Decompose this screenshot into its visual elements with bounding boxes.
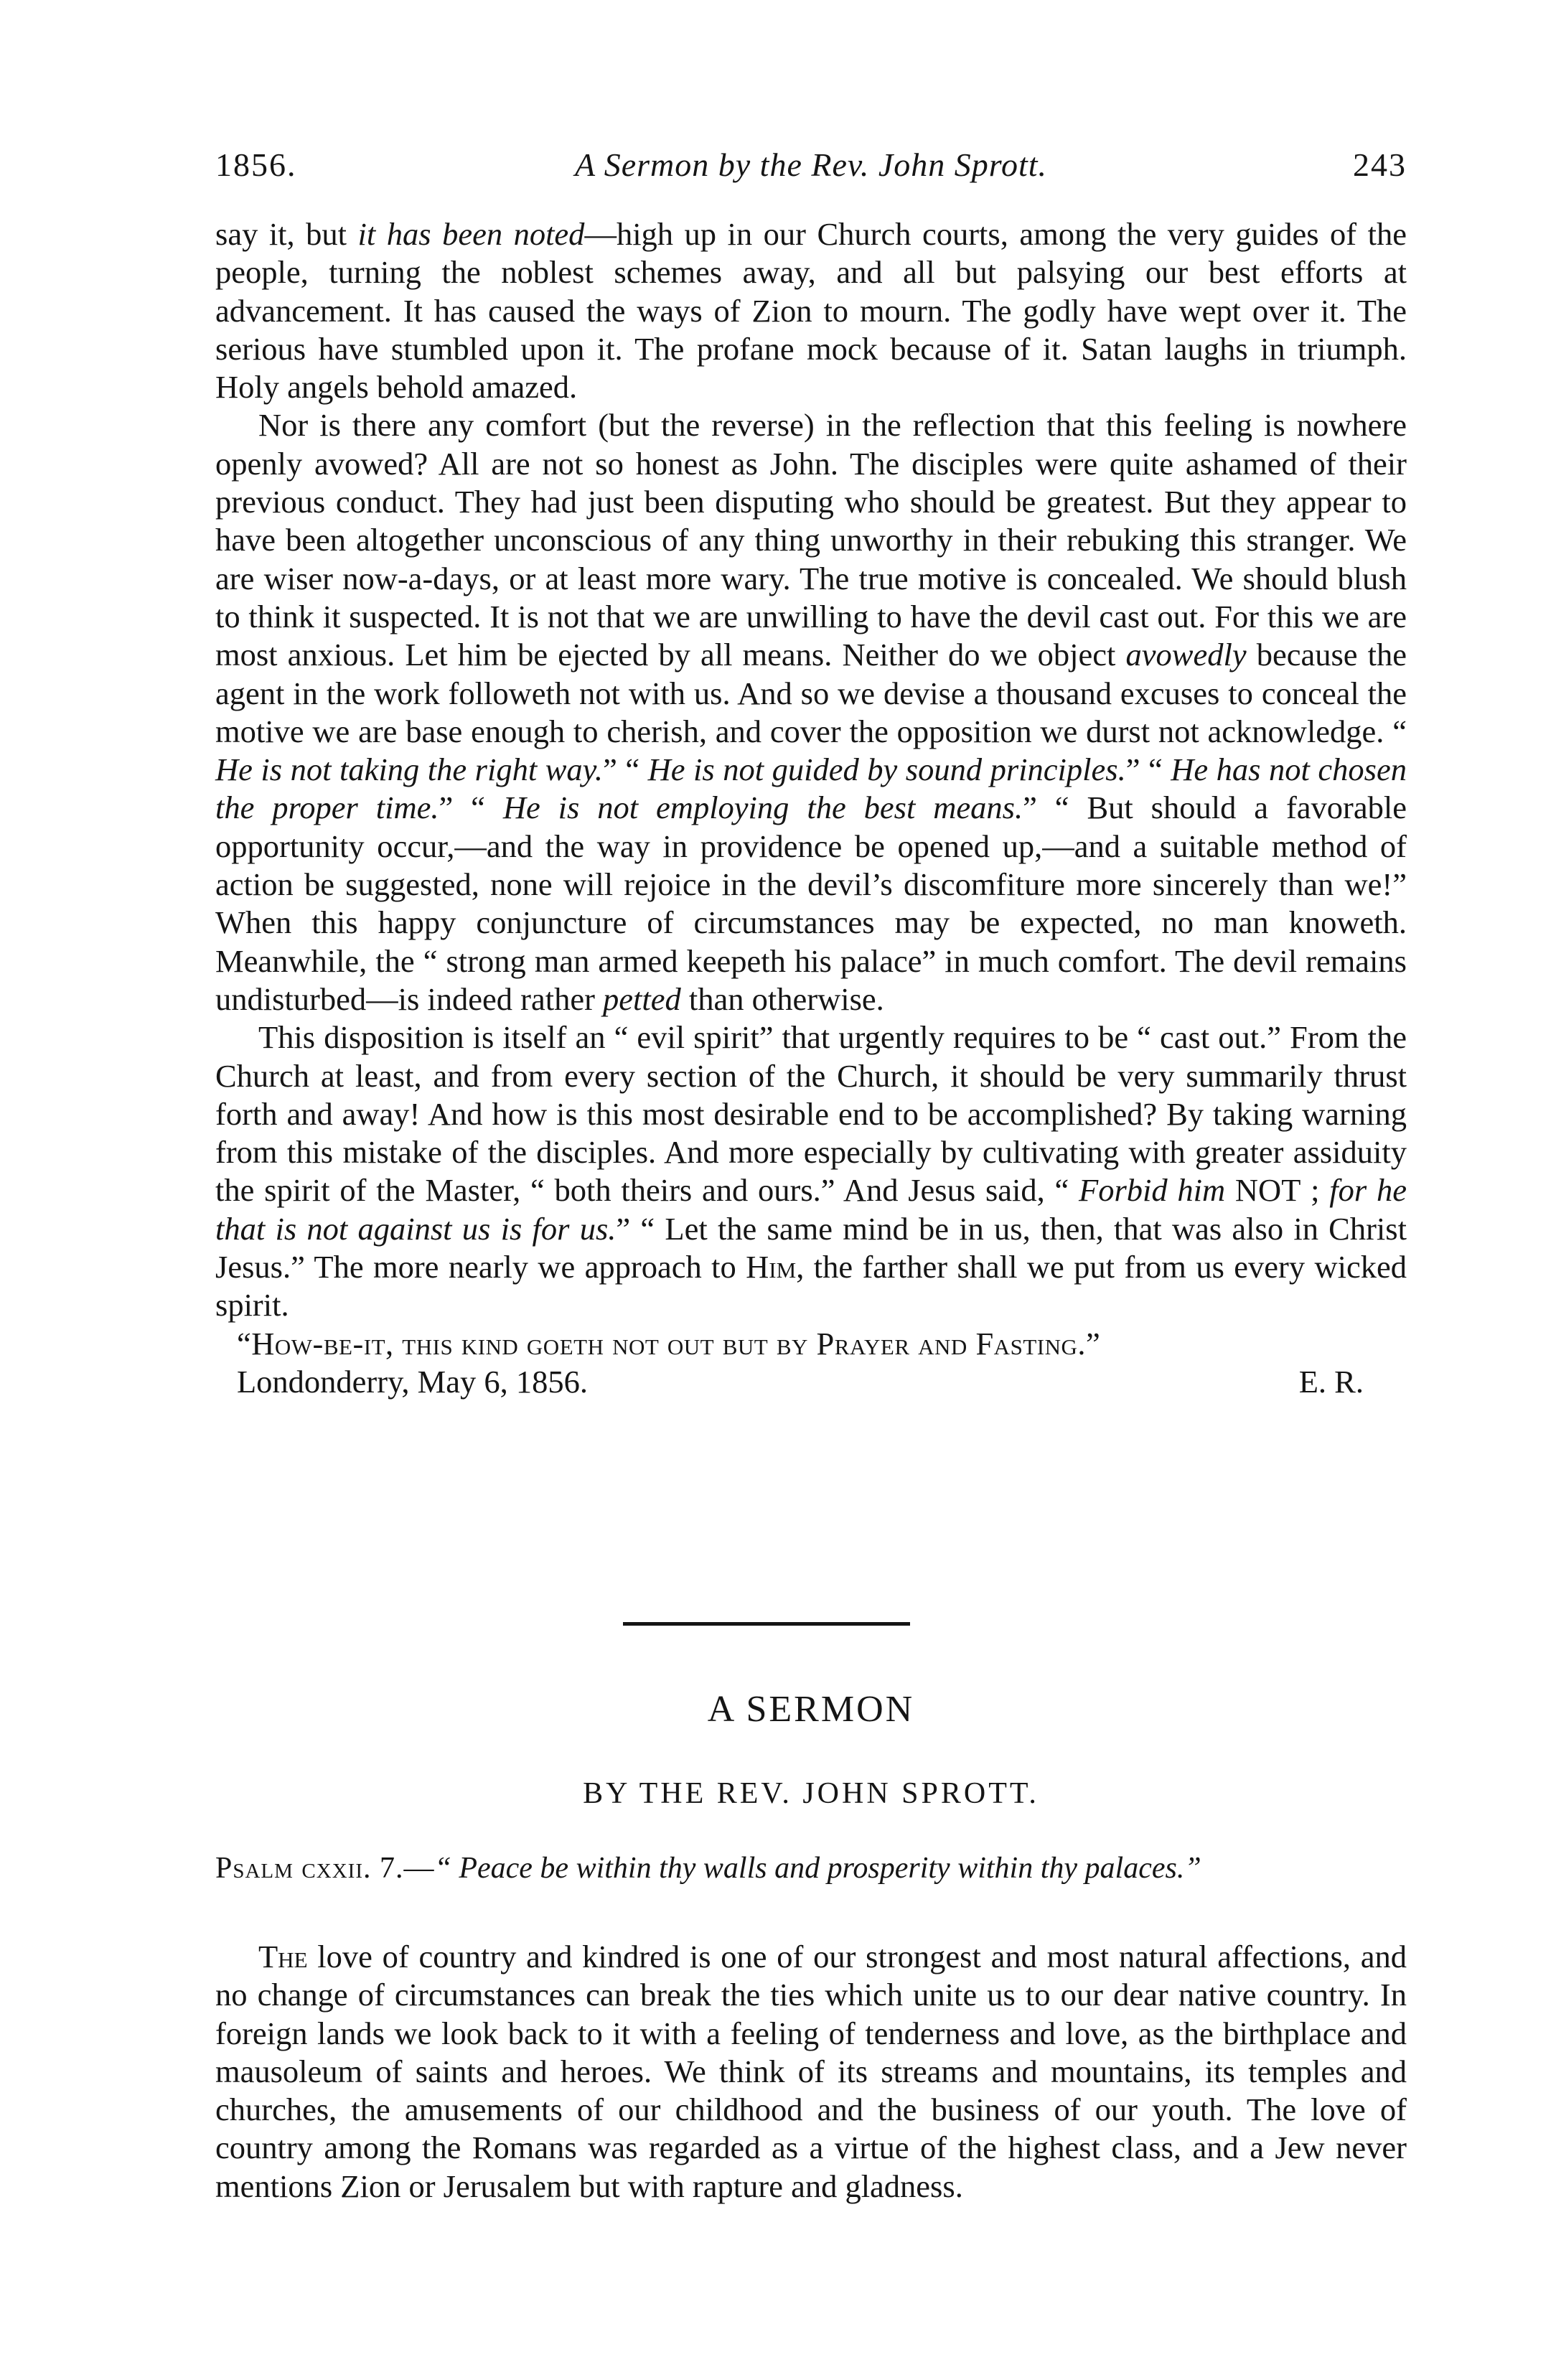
scripture-text [215,1847,1407,1889]
sermon-byline: BY THE REV. JOHN SPROTT. [583,1777,1039,1810]
paragraph-1: say it, but it has been noted—high up in our Church courts, among the very guides of the people, turning the noblest schemes away, and all but palsying our best efforts at advancement. It has caused the ways of Zion to mourn. The godly have wept over it. The serious have stumbled upon it. The profane mock because of it. Satan laughs in triumph. Holy angels behold amazed. [215,216,1407,406]
scripture-verse: “ Peace be within thy walls and prosperity within thy palaces.” [434,1852,1201,1885]
paragraph-3: This disposition is itself an “ evil spirit” that urgently requires to be “ cast out.” From the Church at least, and from every section of the Church, it should be very summarily thrust forth and away! And how is this most desirable end to be accomplished? By taking warning from this mistake of the disciples. And more especially by cultivating with greater assiduity the spirit of the Master, “ both theirs and ours.” And Jesus said, “ Forbid him NOT ; for he that is not against us is for us.” “ Let the same mind be in us, then, that was also in Christ Jesus.” The more nearly we approach to Him, the farther shall we put from us every wicked spirit. [215,1019,1407,1323]
scripture-reference: Psalm cxxii. 7.— [215,1852,435,1885]
header-year: 1856. [215,146,297,183]
section-divider [623,1622,910,1626]
sermon-paragraph-1: The love of country and kindred is one of our strongest and most natural affections, and no change of circumstances can break the ties which unite us to our dear native country. In foreign lands we look back to it with a feeling of tenderness and love, as the birthplace and mausoleum of saints and heroes. We think of its streams and mountains, its temples and churches, the amusements of our childhood and the business of our youth. The love of country among the Romans was regarded as a virtue of the highest class, and a Jew never mentions Zion or Jerusalem but with rapture and gladness. [215,1939,1407,2204]
sermon-body [215,1938,1407,2206]
header-title: A Sermon by the Rev. John Sprott. [574,146,1048,183]
author-initials: E. R. [1298,1363,1364,1400]
place-date: Londonderry, May 6, 1856. [237,1363,589,1400]
closing-quote: “How-be-it, this kind goeth not out but by Prayer and Fasting.” [237,1325,1101,1362]
running-head [215,142,1407,188]
paragraph-2: Nor is there any comfort (but the reverse) in the reflection that this feeling is nowhere openly avowed? All are not so honest as John. The disciples were quite ashamed of their previous conduct. They had just been disputing who should be greatest. But they appear to have been altogether unconscious of any thing unworthy in their rebuking this stranger. We are wiser now-a-days, or at least more wary. The true motive is concealed. We should blush to think it suspected. It is not that we are unwilling to have the devil cast out. For this we are most anxious. Let him be ejected by all means. Neither do we object avowedly because the agent in the work followeth not with us. And so we devise a thousand excuses to conceal the motive we are base enough to cherish, and cover the opposition we durst not acknowledge. “ He is not taking the right way.” “ He is not guided by sound principles.” “ He has not chosen the proper time.” “ He is not employing the best means.” “ But should a favorable opportunity occur,—and the way in providence be opened up,—and a suitable method of action be suggested, none will rejoice in the devil’s discomfiture more sincerely than we!” When this happy conjuncture of circumstances may be expected, no man knoweth. Meanwhile, the “ strong man armed keepeth his palace” in much comfort. The devil remains undisturbed—is indeed rather petted than otherwise. [215,407,1407,1017]
signature-line [215,1363,1407,1401]
sermon-heading: A SERMON [707,1689,915,1730]
article-conclusion [215,215,1407,1401]
page-number: 243 [1353,146,1407,183]
